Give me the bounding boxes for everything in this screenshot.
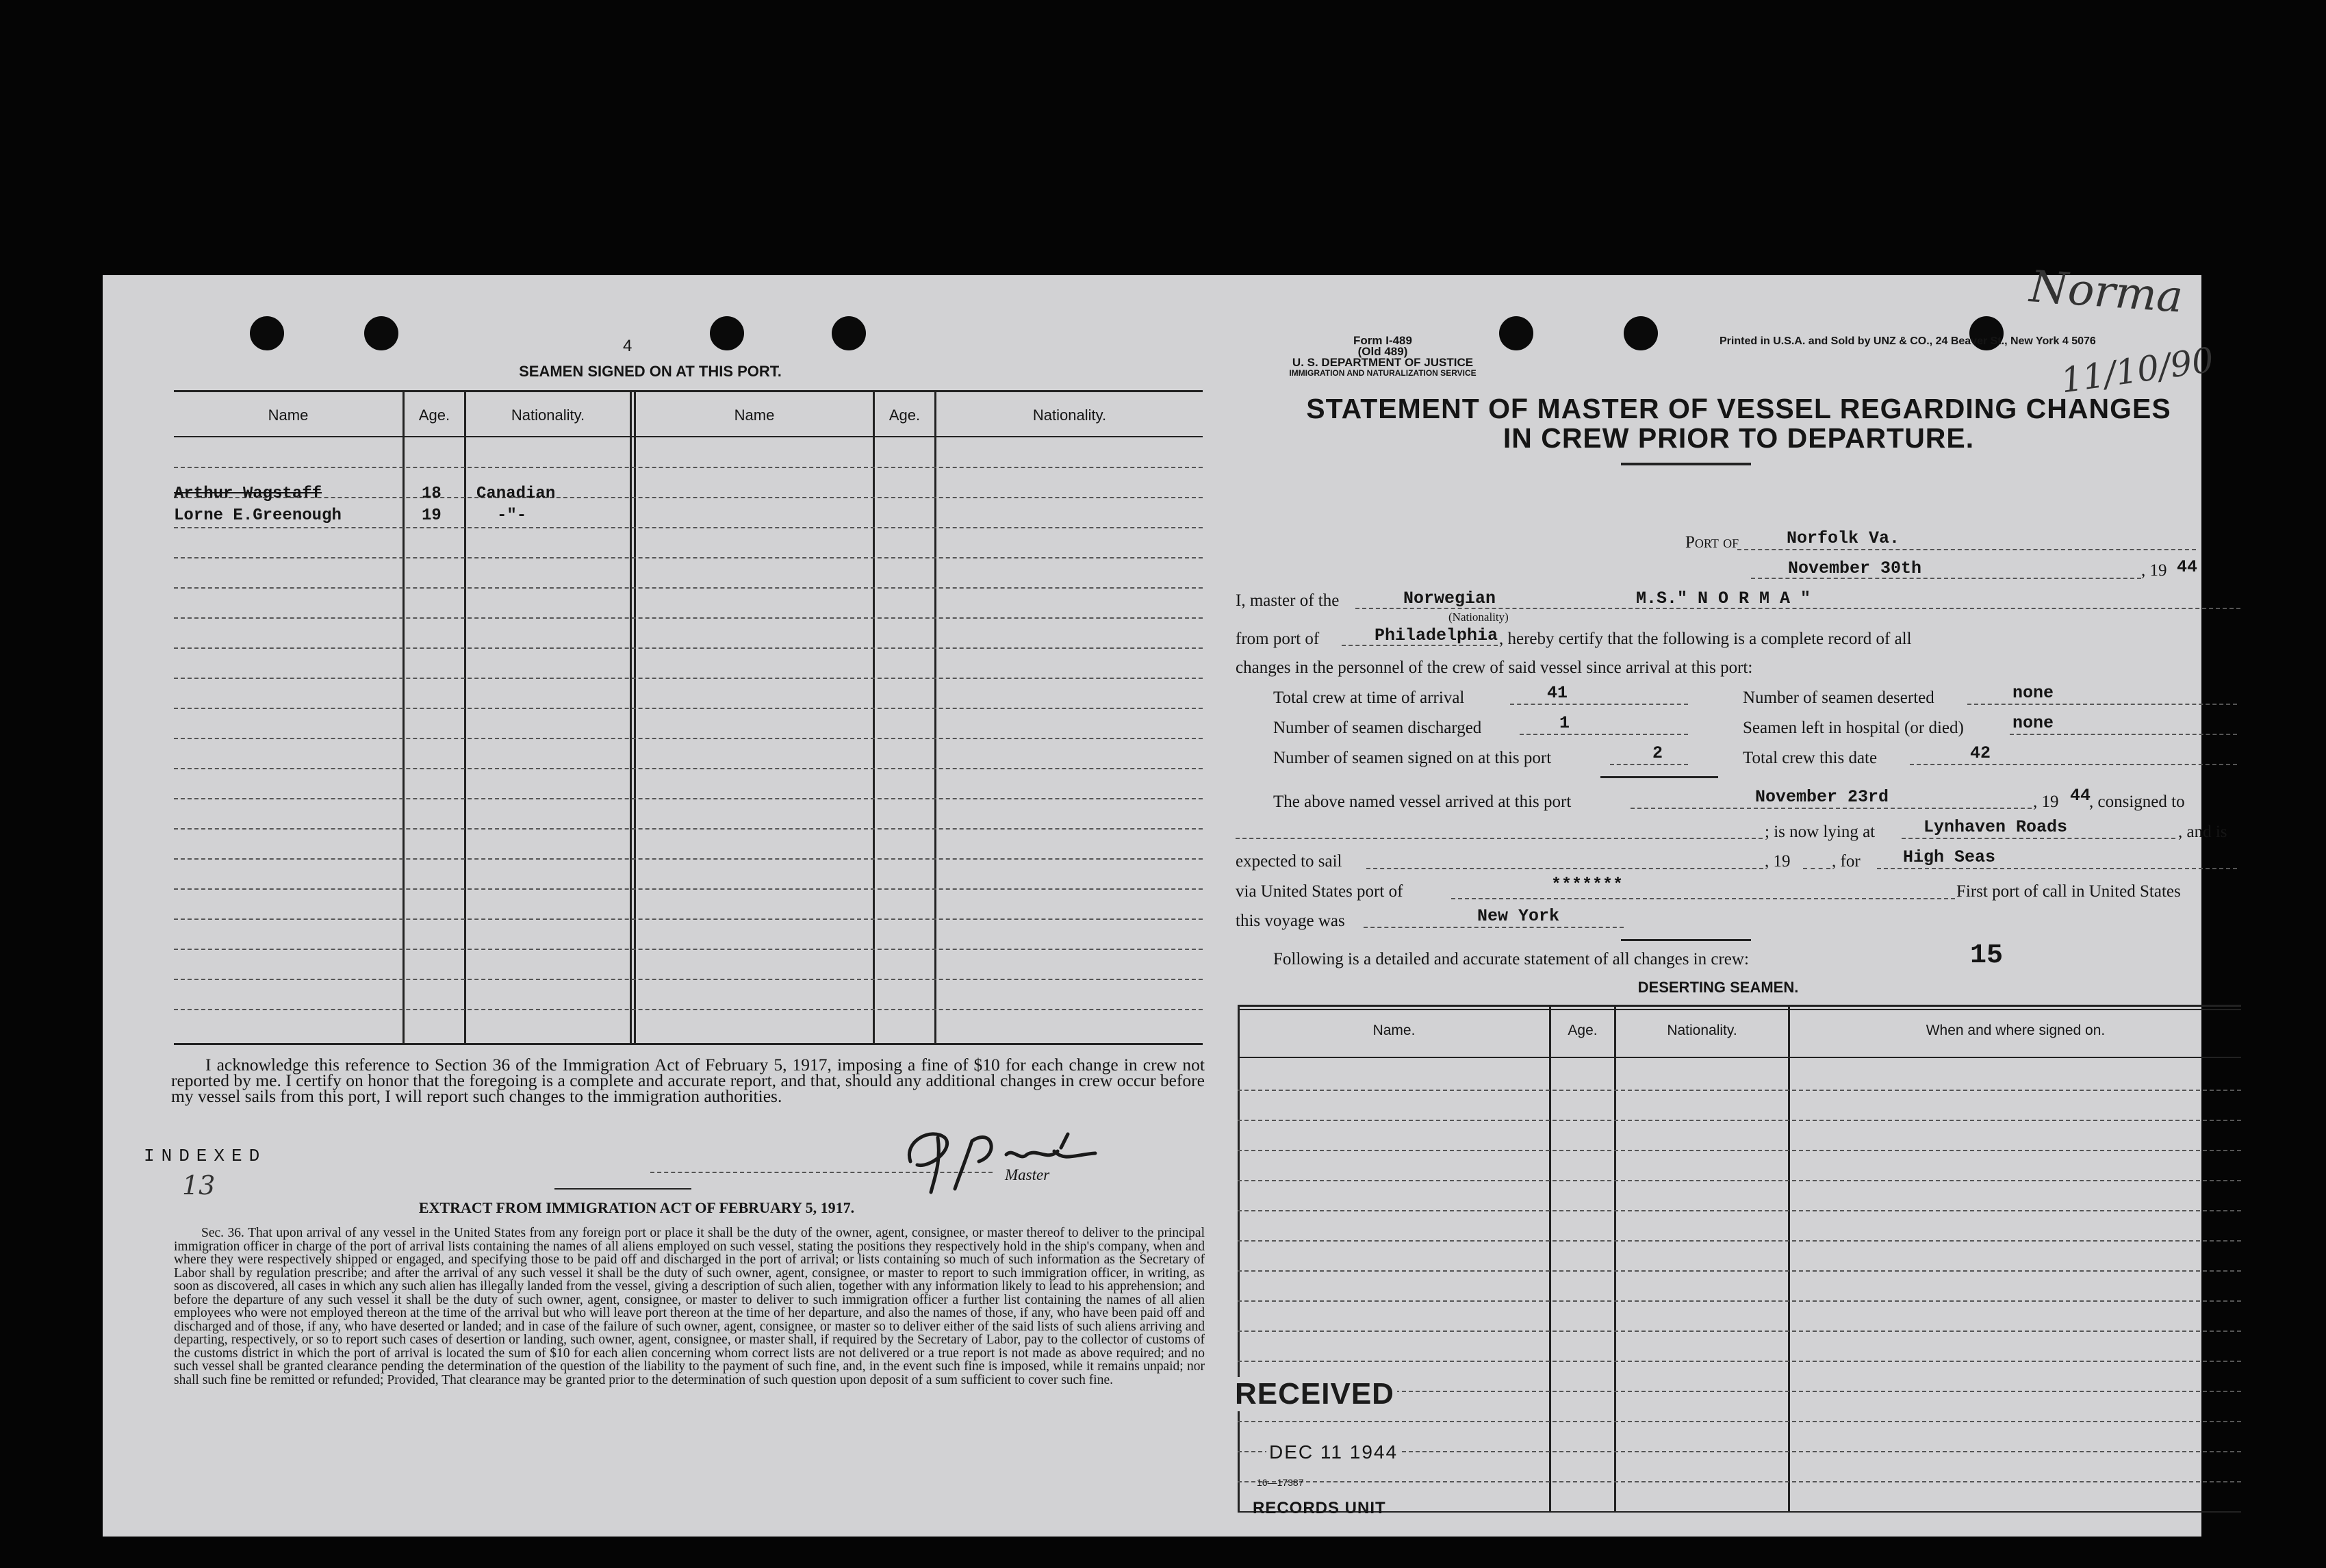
row-line bbox=[174, 888, 1203, 890]
field-line bbox=[1631, 808, 2032, 809]
certify-text: , hereby certify that the following is a complete record of all bbox=[1499, 630, 1912, 648]
row-line bbox=[1238, 1090, 2241, 1091]
row-line bbox=[1238, 1361, 2241, 1362]
column-header-name: Name bbox=[734, 407, 775, 424]
punch-hole bbox=[1624, 316, 1658, 350]
acknowledgement-text: I acknowledge this reference to Section 36 of the Immigration Act of February 5, 1917, imposing a fine of $10 for each change in crew not reported by me. I certify on honor that the foregoing is a complete and accurate report, and that, should any additional changes in crew occur before my vessel sails from this port, I will report such changes to the immigration authorities. bbox=[171, 1055, 1205, 1106]
column-header-age: Age. bbox=[889, 407, 921, 424]
row-line bbox=[174, 949, 1203, 950]
lying-value: Lynhaven Roads bbox=[1924, 817, 2068, 837]
extract-text: Sec. 36. That upon arrival of any vessel in the United States from any foreign port or place it shall be the duty of the owner, agent, consignee, or master thereof to deliver to the principal immigration officer in charge of the port of arrival lists containing the names of all aliens employed on such vessel, stating the positions they respectively hold in the ship's company, when and where they were respectively shipped or engaged, and specifying those to be paid off and discharged in the port of arrival; or lists containing so much of such information as the Secretary of Labor shall by regulation prescribe; and after the arrival of any such vessel it shall be the duty of such owner, agent, consignee, or master to report to such immigration officer, in writing, as soon as discovered, all cases in which any such alien has illegally landed from the vessel, giving a description of such alien, together with any information likely to lead to his apprehension; and before the departure of any such vessel it shall be the duty of such owner, agent, consignee, or master to deliver to such immigration officer a further list containing the names of all alien employees who were not employed thereon at the time of the arrival but who will leave port thereon at the time of her departure, and also the names of those, if any, who have been paid off and discharged and of those, if any, who have deserted or landed; and in case of the failure of such owner, agent, consignee, or master so to deliver either of the said lists of such aliens arriving and departing, respectively, or so to report such cases of desertion or landing, such owner, agent, consignee, or master shall, if required by the Secretary of Labor, pay to the collector of customs of the customs district in which the port of arrival is located the sum of $10 for each alien concerning whom correct lists are not delivered or a true report is not made as above required; and no such vessel shall be granted clearance pending the determination of the question of the liability to the payment of such fine, and, in the event such fine is imposed, while it remains unpaid; nor shall such fine be remitted or refunded; Provided, That clearance may be granted prior to the determination of such question upon deposit of a sum sufficient to cover such fine. bbox=[174, 1226, 1205, 1387]
total-crew-arrival-label: Total crew at time of arrival bbox=[1273, 689, 1465, 707]
row-line bbox=[174, 768, 1203, 769]
nationality-value: Norwegian bbox=[1403, 589, 1496, 608]
column-divider bbox=[1614, 1005, 1616, 1511]
field-line bbox=[1902, 838, 2175, 839]
for-label: , for bbox=[1832, 852, 1861, 871]
row-line bbox=[174, 467, 1203, 468]
seaman-name: Arthur Wagstaff bbox=[174, 485, 322, 503]
row-line bbox=[174, 497, 1203, 498]
via-value: ******* bbox=[1551, 875, 1624, 895]
signed-on-label: Number of seamen signed on at this port bbox=[1273, 749, 1552, 767]
column-divider bbox=[464, 390, 466, 1044]
received-date: DEC 11 1944 bbox=[1266, 1441, 1401, 1463]
printer-credit: Printed in U.S.A. and Sold by UNZ & CO., 24 Beaver St., New York 4 5076 bbox=[1720, 335, 2096, 347]
arrived-year-prefix: , 19 bbox=[2033, 793, 2059, 811]
table-header-rule bbox=[1238, 1057, 2241, 1058]
row-line bbox=[174, 617, 1203, 619]
following-value: 15 bbox=[1970, 940, 2004, 971]
port-of-value: Norfolk Va. bbox=[1787, 528, 1900, 548]
service: IMMIGRATION AND NATURALIZATION SERVICE bbox=[1289, 368, 1477, 378]
field-line bbox=[1610, 764, 1688, 765]
row-line bbox=[174, 828, 1203, 830]
form-old: (Old 489) bbox=[1357, 345, 1408, 358]
expected-label: expected to sail bbox=[1236, 852, 1342, 871]
discharged-value: 1 bbox=[1559, 713, 1570, 733]
total-crew-date-label: Total crew this date bbox=[1743, 749, 1878, 767]
first-port-label: First port of call in United States bbox=[1956, 882, 2181, 901]
consigned-label: , consigned to bbox=[2089, 793, 2185, 811]
sum-rule bbox=[1600, 776, 1718, 778]
row-line bbox=[174, 1009, 1203, 1010]
lying-label: ; is now lying at bbox=[1765, 823, 1876, 841]
via-label: via United States port of bbox=[1236, 882, 1403, 901]
row-line bbox=[1238, 1240, 2241, 1242]
row-line bbox=[1238, 1270, 2241, 1272]
for-value: High Seas bbox=[1903, 847, 1996, 867]
column-divider bbox=[1788, 1005, 1790, 1511]
field-line bbox=[1510, 704, 1688, 705]
field-line bbox=[2010, 734, 2237, 735]
following-label: Following is a detailed and accurate statement of all changes in crew: bbox=[1273, 950, 1749, 968]
and-is-label: , and is bbox=[2178, 823, 2227, 841]
received-stamp: RECEIVED bbox=[1232, 1377, 1397, 1411]
from-port-value: Philadelphia bbox=[1375, 626, 1498, 645]
statement-title-line2: IN CREW PRIOR TO DEPARTURE. bbox=[1503, 422, 1975, 454]
column-divider bbox=[873, 390, 875, 1044]
row-line bbox=[1238, 1481, 2241, 1482]
seaman-age: 19 bbox=[422, 506, 442, 525]
handwritten-date: 11/10/90 bbox=[2058, 339, 2216, 401]
indexed-number: 13 bbox=[182, 1170, 216, 1200]
punch-hole bbox=[832, 316, 866, 350]
row-line bbox=[174, 678, 1203, 679]
row-line bbox=[1238, 1180, 2241, 1181]
row-line bbox=[1238, 1421, 2241, 1422]
nationality-caption: (Nationality) bbox=[1448, 611, 1509, 624]
expected-year: , 19 bbox=[1765, 852, 1791, 871]
table-header-rule bbox=[174, 436, 1203, 437]
field-line bbox=[1967, 704, 2237, 705]
date-year: 44 bbox=[2177, 557, 2198, 577]
row-line bbox=[174, 798, 1203, 799]
arrived-label: The above named vessel arrived at this port bbox=[1273, 793, 1572, 811]
row-line bbox=[1238, 1120, 2241, 1121]
master-label: Master bbox=[1005, 1166, 1050, 1183]
arrived-year: 44 bbox=[2070, 786, 2091, 806]
column-header-age: Age. bbox=[418, 407, 450, 424]
statement-title-line1: STATEMENT OF MASTER OF VESSEL REGARDING CHANGES bbox=[1306, 393, 2171, 424]
field-line bbox=[1910, 764, 2237, 765]
column-header-name: Name bbox=[268, 407, 309, 424]
row-line bbox=[174, 647, 1203, 649]
hospital-label: Seamen left in hospital (or died) bbox=[1743, 719, 1964, 737]
column-divider bbox=[934, 390, 936, 1044]
field-line bbox=[1803, 868, 1830, 869]
column-divider bbox=[1238, 1005, 1240, 1511]
document-sheet bbox=[103, 261, 2227, 1537]
row-line bbox=[174, 587, 1203, 589]
column-header-age: Age. bbox=[1568, 1023, 1598, 1038]
row-line bbox=[174, 738, 1203, 739]
extract-title: EXTRACT FROM IMMIGRATION ACT OF FEBRUARY 5, 1917. bbox=[418, 1199, 855, 1216]
from-port-label: from port of bbox=[1236, 630, 1320, 648]
field-line bbox=[1364, 927, 1624, 928]
column-header-nationality: Nationality. bbox=[1032, 407, 1107, 424]
field-line bbox=[1877, 868, 2237, 869]
table-bottom-rule bbox=[1238, 1511, 2241, 1513]
row-line bbox=[174, 918, 1203, 920]
this-voyage-label: this voyage was bbox=[1236, 912, 1345, 930]
table-top-rule bbox=[174, 390, 1203, 392]
deserting-title: DESERTING SEAMEN. bbox=[1637, 979, 1799, 996]
seaman-age: 18 bbox=[422, 485, 442, 503]
date-year-prefix: , 19 bbox=[2141, 561, 2167, 580]
date-value: November 30th bbox=[1788, 558, 1922, 578]
deserted-label: Number of seamen deserted bbox=[1743, 689, 1934, 707]
punch-hole bbox=[710, 316, 744, 350]
row-line bbox=[174, 708, 1203, 709]
punch-hole bbox=[1499, 316, 1533, 350]
field-line bbox=[1451, 898, 1955, 899]
row-line bbox=[1238, 1300, 2241, 1302]
column-header-name: Name. bbox=[1372, 1023, 1416, 1038]
total-crew-date-value: 42 bbox=[1970, 743, 1991, 763]
punch-hole bbox=[250, 316, 284, 350]
records-unit-stamp: RECORDS UNIT bbox=[1253, 1499, 1386, 1517]
column-divider bbox=[1549, 1005, 1551, 1511]
port-of-field-line bbox=[1737, 549, 2196, 550]
seaman-name: Lorne E.Greenough bbox=[174, 506, 342, 525]
deserted-value: none bbox=[2012, 683, 2054, 703]
hospital-value: none bbox=[2012, 713, 2054, 733]
form-code: 16—17387 bbox=[1257, 1477, 1304, 1488]
changes-text: changes in the personnel of the crew of said vessel since arrival at this port: bbox=[1236, 658, 1753, 677]
table-top-rule bbox=[1238, 1009, 2241, 1010]
total-crew-arrival-value: 41 bbox=[1547, 683, 1568, 703]
handwritten-note: Norma bbox=[2028, 261, 2185, 323]
row-line bbox=[1238, 1210, 2241, 1211]
section-title: SEAMEN SIGNED ON AT THIS PORT. bbox=[519, 363, 782, 380]
row-line bbox=[174, 979, 1203, 980]
table-top-rule bbox=[1238, 1005, 2241, 1007]
column-header-nationality: Nationality. bbox=[511, 407, 585, 424]
discharged-label: Number of seamen discharged bbox=[1273, 719, 1482, 737]
seaman-nationality: -"- bbox=[497, 506, 527, 525]
seaman-nationality: Canadian bbox=[476, 485, 556, 503]
port-of-label: Port of bbox=[1685, 533, 1739, 552]
indexed-stamp: INDEXED bbox=[144, 1146, 267, 1166]
master-of-label: I, master of the bbox=[1236, 591, 1340, 610]
column-header-signed-on: When and where signed on. bbox=[1926, 1023, 2106, 1038]
row-line bbox=[174, 858, 1203, 860]
arrived-value: November 23rd bbox=[1755, 787, 1889, 807]
column-divider bbox=[402, 390, 405, 1044]
divider bbox=[554, 1188, 691, 1190]
column-divider bbox=[634, 390, 636, 1044]
this-voyage-value: New York bbox=[1477, 906, 1560, 926]
divider bbox=[1621, 939, 1751, 941]
row-line bbox=[174, 557, 1203, 558]
signed-on-value: 2 bbox=[1652, 743, 1663, 763]
vessel-name: M.S." N O R M A " bbox=[1636, 589, 1811, 608]
column-divider bbox=[630, 390, 632, 1044]
field-line bbox=[1236, 838, 1763, 839]
row-line bbox=[1238, 1331, 2241, 1332]
punch-hole bbox=[364, 316, 398, 350]
table-bottom-rule bbox=[174, 1043, 1203, 1045]
form-number: Form I-489 bbox=[1353, 334, 1412, 347]
field-line bbox=[1520, 734, 1688, 735]
department: U. S. DEPARTMENT OF JUSTICE bbox=[1292, 356, 1474, 369]
column-header-nationality: Nationality. bbox=[1667, 1023, 1737, 1038]
row-line bbox=[1238, 1150, 2241, 1151]
page-number: 4 bbox=[623, 337, 632, 355]
field-line bbox=[1366, 868, 1763, 869]
title-underline bbox=[1621, 463, 1751, 465]
row-line bbox=[174, 527, 1203, 528]
